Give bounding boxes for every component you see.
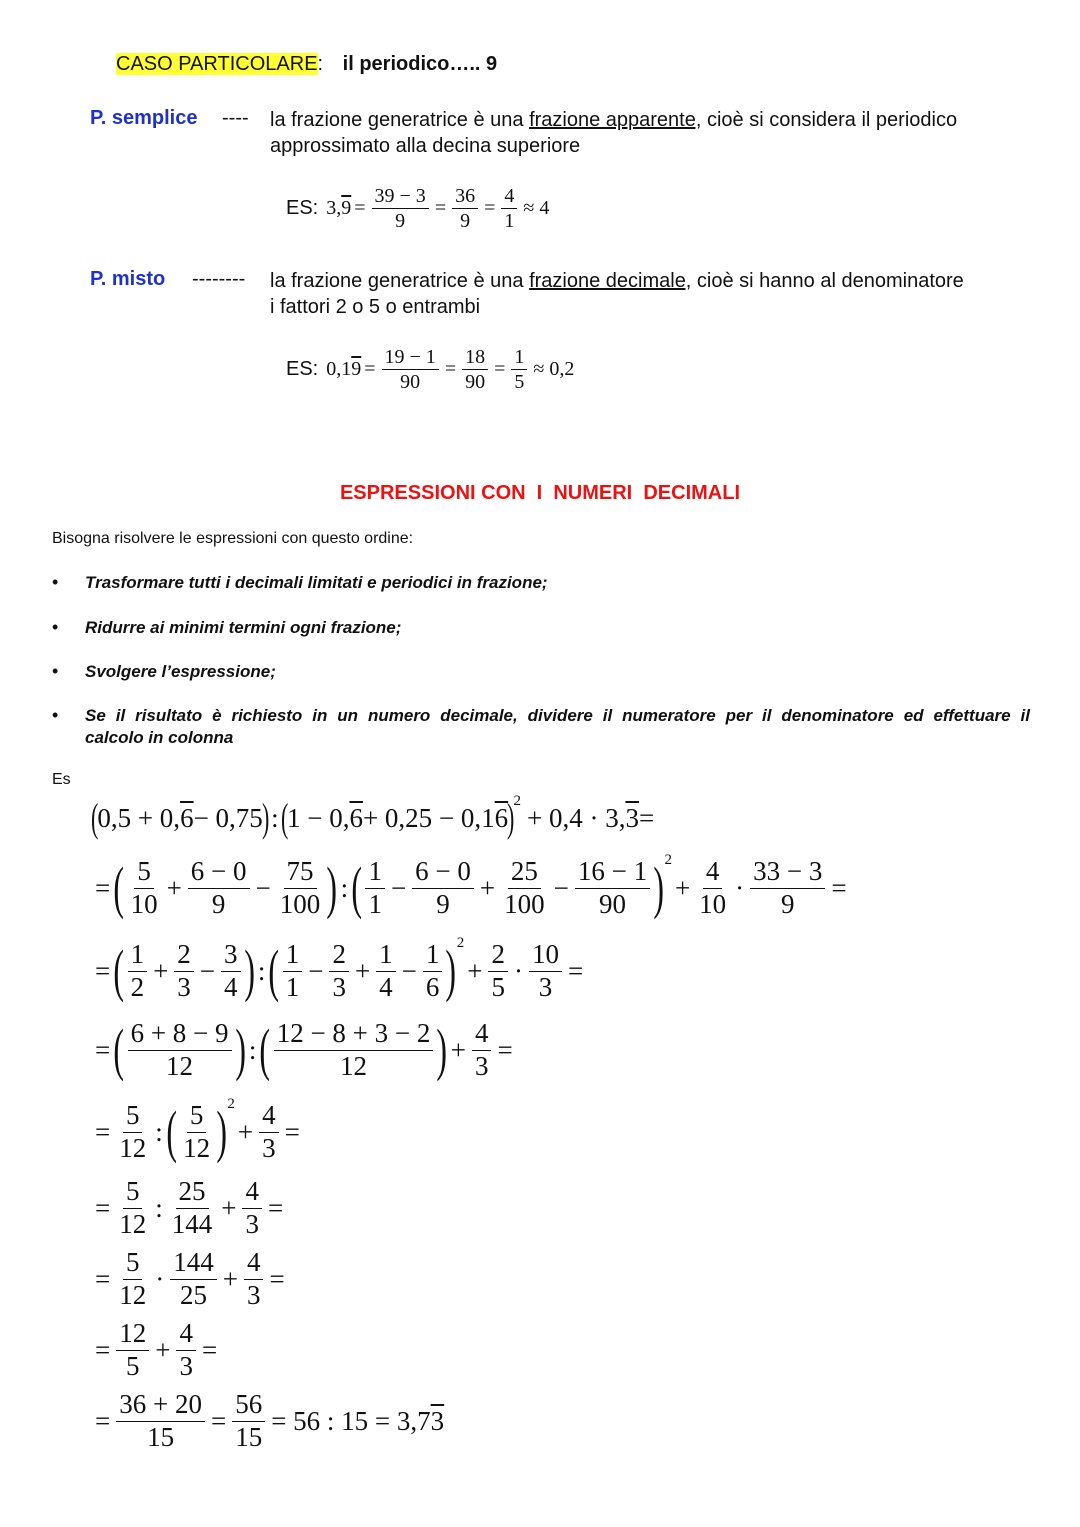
es-label: Es — [52, 771, 71, 788]
list-item-continuation: calcolo in colonna — [85, 728, 234, 747]
expr-line-8: = $\frac{12}{5}$ + $\frac{4}{3}$ = — [95, 1318, 218, 1381]
misto-text: la frazione generatrice è una frazione decimale, cioè si hanno al denominatore i fattori 2 o 5 o entrambi — [270, 270, 964, 318]
misto-dashes: -------- — [192, 268, 246, 290]
semplice-title: P. semplice — [90, 107, 198, 129]
list-item: Se il risultato è richiesto in un numero decimale, dividere il numeratore per il denominatore ed effettuare il — [85, 706, 1030, 725]
expr-line-5: = $\frac{5}{12}$ : ( $\frac{5}{12}$ ) 2 + $\frac{4}{3}$ = — [95, 1096, 300, 1164]
special-case-subtitle: il periodico….. 9 — [342, 53, 498, 75]
expr-line-7: = $\frac{5}{12}$ · $\frac{144}{25}$ + $\frac{4}{3}$ = — [95, 1247, 285, 1310]
expr-line-2: = ( $\frac{5}{10}$ + $\frac{6 - 0}{9}$ − $\frac{75}{100}$ ) : ( $\frac{1}{1}$ − $\frac{6 - 0}{9}$ + $\frac{25}{100}$ − $\frac{16 - 1}{90}$ ) 2 + $\frac{4}{10}$ · $\frac{33 - 3}{9}$ = — [95, 852, 847, 920]
semplice-example: ES: 3, 9 = $\frac{39 - 3}{9}$ = $\frac{36}{9}$ = $\frac{4}{1}$ ≈ 4 — [286, 185, 550, 232]
expr-line-1: ( 0,5 + 0, 6 − 0,75 ) : ( 1 − 0, 6 + 0,25 − 0,1 6 ) 2 + 0,4 · 3, 3 = — [90, 793, 655, 840]
semplice-text: la frazione generatrice è una frazione apparente, cioè si considera il periodico approssimato alla decina superiore — [270, 109, 958, 157]
expr-line-9: = $\frac{36 + 20}{15}$ = $\frac{56}{15}$ = 56 : 15 = 3,7 3 — [95, 1389, 445, 1452]
frazione-apparente: frazione apparente, — [529, 109, 702, 131]
section-title: ESPRESSIONI CON I NUMERI DECIMALI — [339, 482, 741, 504]
frazione-decimale: frazione decimale, — [529, 270, 692, 292]
section-intro: Bisogna risolvere le espressioni con questo ordine: — [52, 530, 414, 547]
expr-line-3: = ( $\frac{1}{2}$ + $\frac{2}{3}$ − $\frac{3}{4}$ ) : ( $\frac{1}{1}$ − $\frac{2}{3}$ + $\frac{1}{4}$ − $\frac{1}{6}$ ) 2 + $\frac{2}{5}$ · $\frac{10}{3}$ = — [95, 935, 584, 1003]
list-item: Trasformare tutti i decimali limitati e periodici in frazione; — [85, 573, 548, 592]
semplice-dashes: ---- — [222, 107, 249, 129]
misto-title: P. misto — [90, 268, 166, 290]
list-item: Svolgere l’espressione; — [85, 662, 276, 681]
expr-line-6: = $\frac{5}{12}$ : $\frac{25}{144}$ + $\frac{4}{3}$ = — [95, 1176, 284, 1239]
misto-example: ES: 0,1 9 = $\frac{19 - 1}{90}$ = $\frac{18}{90}$ = $\frac{1}{5}$ ≈ 0,2 — [286, 346, 575, 393]
expr-line-4: = ( $\frac{6 + 8 - 9}{12}$ ) : ( $\frac{12 - 8 + 3 - 2}{12}$ ) + $\frac{4}{3}$ = — [95, 1017, 513, 1082]
special-case-label: CASO PARTICOLARE — [116, 53, 318, 75]
special-case-heading: CASO PARTICOLARE: il periodico….. 9 — [116, 53, 498, 75]
list-item: Ridurre ai minimi termini ogni frazione; — [85, 618, 402, 637]
